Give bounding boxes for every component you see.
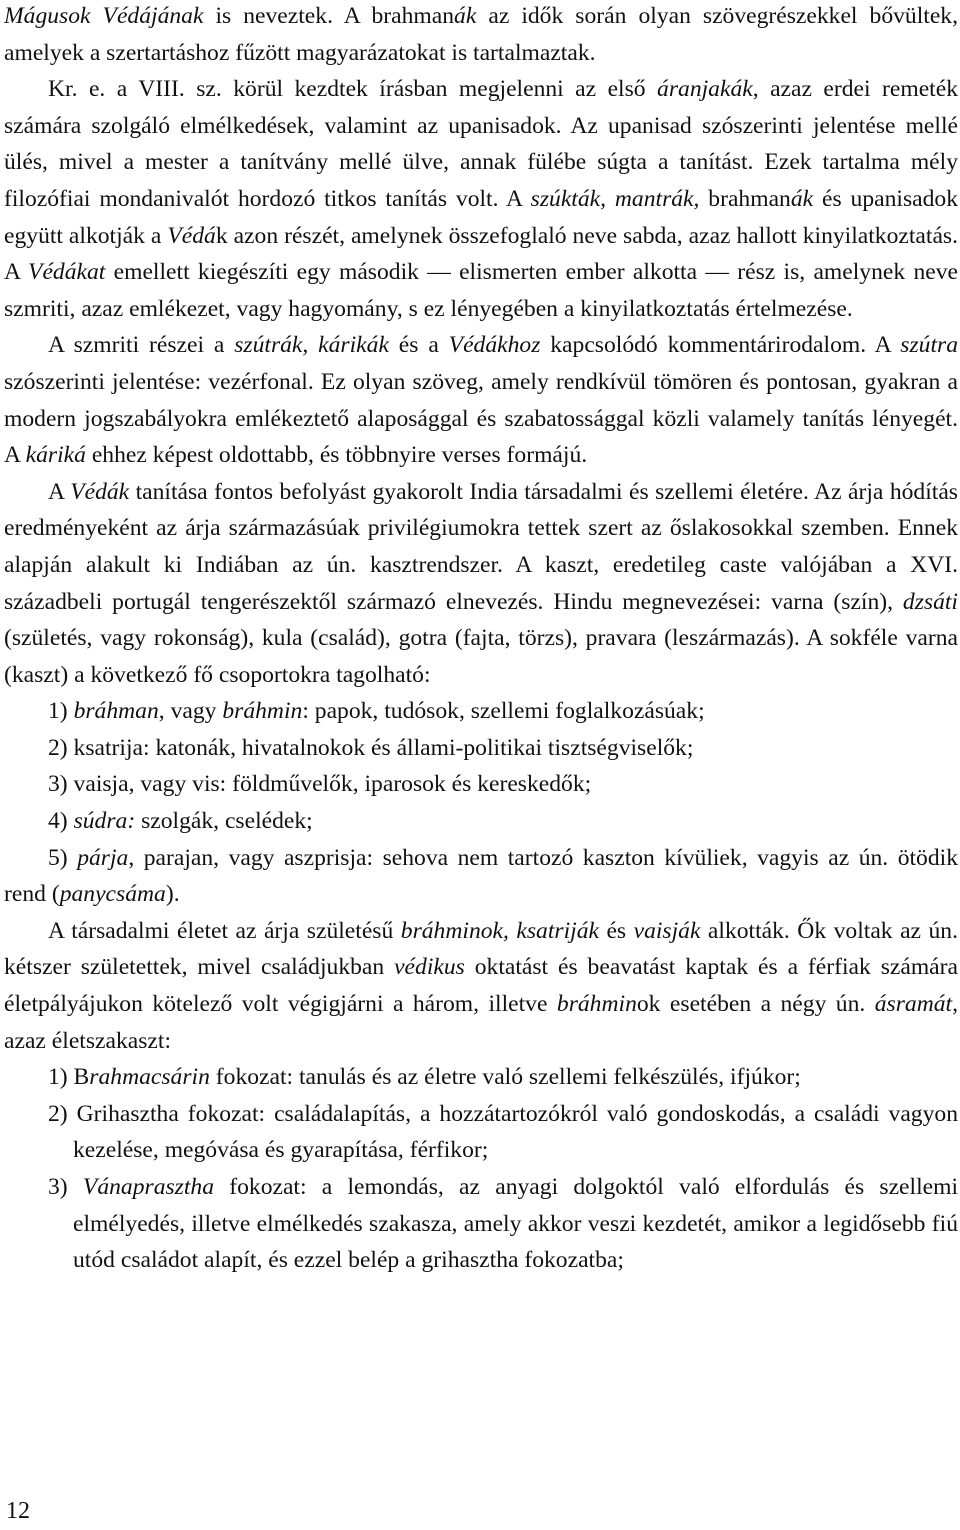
text-run: A társadalmi életet az árja születésű xyxy=(48,917,401,944)
text-run: szószerinti jelentése: vezérfonal. Ez olyan szöveg, amely rendkívül tömören és pontosan, gyakran a modern jogszabályokra emlékeztető alaposággal és szabatossággal közli valamely tanítás lényegét. A xyxy=(4,368,958,469)
text-run: A szmriti részei a xyxy=(48,332,235,359)
text-run: alkották. Ők voltak az ún. kétszer születettek, mivel családjukban xyxy=(4,917,958,981)
italic-term: káriká xyxy=(25,442,86,469)
italic-term: bráhminok, ksatriják xyxy=(400,917,599,944)
italic-term: szúkták, mantrák, xyxy=(530,185,700,212)
life-stage-item xyxy=(4,1096,958,1169)
text-run: 1) xyxy=(48,698,74,725)
life-stage-item xyxy=(4,1059,958,1096)
caste-list-item xyxy=(4,730,958,767)
italic-term: Védákhoz xyxy=(448,332,541,359)
text-run: ). xyxy=(165,881,180,908)
italic-term: bráhman xyxy=(73,698,159,725)
text-run: , vagy xyxy=(158,698,223,725)
paragraph xyxy=(4,0,958,71)
text-run: , parajan, vagy aszprisja: sehova nem tartozó kaszton kívüliek, vagyis az ún. ötödik rend ( xyxy=(4,844,959,908)
paragraph xyxy=(4,327,958,473)
italic-term: súdra: xyxy=(73,808,136,835)
text-run: ok esetében a négy ún. xyxy=(636,991,875,1018)
italic-term: Védák xyxy=(70,478,130,505)
text-run: ehhez képest oldottabb, és többnyire verses formájú. xyxy=(85,442,588,469)
text-run: , azaz erdei remeték számára szolgáló elmélkedések, valamint az upanisadok. Az upanisad szószerinti jelentése mellé ülés, mivel a mester a tanítvány mellé ülve, annak fülébe súgta a tanítást. Ezek tartalma mély filozófiai mondanivalót hordozó titkos tanítás volt. A xyxy=(4,76,958,212)
italic-term: ásramát, xyxy=(874,991,958,1018)
italic-term: szútra xyxy=(900,332,958,359)
italic-term: párja xyxy=(77,844,129,871)
text-run: is neveztek. A brahman xyxy=(203,3,455,29)
text-run: szolgák, cselédek; xyxy=(135,808,313,835)
text-run: azaz életszakaszt: xyxy=(4,1027,171,1054)
italic-term: áranjakák xyxy=(657,76,753,103)
text-run: 3) xyxy=(48,1174,83,1200)
text-run: brahman xyxy=(699,185,791,212)
text-run: fokozat: a lemondás, az anyagi dolgoktól való elfordulás és szellemi elmélyedés, illetve elmélkedés szakasza, amely akkor veszi kezdetét, amikor a legidősebb fiú utód családot alapít, és ezzel belép a grihasztha fokozatba; xyxy=(73,1174,958,1274)
text-run: (születés, vagy rokonság), kula (család), gotra (fajta, törzs), pravara (leszármazás). A sokféle varna (kaszt) a következő fő csoportokra tagolható: xyxy=(4,625,958,688)
text-run: emellett kiegészíti egy második — elismerten ember alkotta — rész is, amelynek neve szmriti, azaz emlékezet, vagy hagyomány, s ez lényegében a kinyilatkoztatás értelmezése. xyxy=(4,259,958,322)
italic-term: Védákat xyxy=(28,259,106,286)
text-run: k azon részét, amelynek összefoglaló neve sabda, azaz hallott kinyilatkoztatás. A xyxy=(4,222,959,286)
italic-term: bráhmin xyxy=(222,698,303,725)
caste-list-item xyxy=(4,766,958,803)
italic-term: panycsáma xyxy=(59,881,166,908)
caste-list-item xyxy=(4,693,958,730)
italic-term: dzsáti xyxy=(902,588,958,615)
italic-term: bráhmin xyxy=(556,991,637,1018)
text-run: 5) xyxy=(48,844,78,871)
italic-term: szútrák, kárikák xyxy=(234,332,389,359)
caste-list-item xyxy=(4,840,958,913)
paragraph xyxy=(4,71,958,327)
text-run: 3) vaisja, vagy vis: földművelők, iparosok és kereskedők; xyxy=(48,771,592,798)
italic-term: vaisják xyxy=(633,917,701,944)
text-run: 2) Grihasztha fokozat: családalapítás, a hozzátartozókról való gondoskodás, a családi vagyon kezelése, megóvása és gyarapítása, férfikor; xyxy=(48,1100,958,1164)
italic-term: védikus xyxy=(394,954,465,981)
italic-term: Vánaprasztha xyxy=(82,1174,214,1200)
text-run: és upanisadok együtt alkotják a xyxy=(4,185,958,249)
text-run: és a xyxy=(388,332,449,359)
text-run: és xyxy=(598,917,634,944)
text-run: tanítása fontos befolyást gyakorolt India társadalmi és szellemi életére. Az árja hódítás eredményeként az árja származásúak privilégiumokra tettek szert az őslakosokkal szemben. Ennek alapján alakult ki Indiában az ún. kasztrendszer. A kaszt, eredetileg caste valójában a XVI. századbeli portugál tengerészektől származó elnevezés. Hindu megnevezései: varna (szín), xyxy=(4,478,958,615)
text-run: oktatást és beavatást kaptak és a férfiak számára életpályájukon kötelező volt végigjárni a három, illetve xyxy=(4,954,958,1018)
italic-term: ák xyxy=(454,3,477,29)
life-stage-item xyxy=(4,1169,958,1279)
text-run: fokozat: tanulás és az életre való szellemi felkészülés, ifjúkor; xyxy=(209,1064,801,1091)
page-number: 12 xyxy=(6,1498,30,1524)
text-run: : papok, tudósok, szellemi foglalkozásúak; xyxy=(302,698,705,725)
italic-term: Mágusok Védájának xyxy=(4,3,204,29)
text-run: Kr. e. a VIII. sz. körül kezdtek írásban megjelenni az első xyxy=(48,76,658,103)
paragraph xyxy=(4,474,958,694)
text-run: kapcsolódó kommentárirodalom. A xyxy=(540,332,901,359)
italic-term: rahmacsárin xyxy=(89,1064,210,1091)
text-run: A xyxy=(48,478,71,505)
text-run: 4) xyxy=(48,808,74,835)
text-run: az idők során olyan szövegrészekkel bővültek, amelyek a szertartáshoz fűzött magyarázatokat is tartalmaztak. xyxy=(4,3,958,66)
text-run: 2) ksatrija: katonák, hivatalnokok és állami-politikai tisztségviselők; xyxy=(48,734,694,761)
text-run: 1) B xyxy=(48,1064,90,1091)
body-text xyxy=(4,0,958,1279)
italic-term: ák xyxy=(790,185,814,212)
paragraph xyxy=(4,913,958,1059)
caste-list-item xyxy=(4,803,958,840)
italic-term: Védá xyxy=(167,222,216,249)
